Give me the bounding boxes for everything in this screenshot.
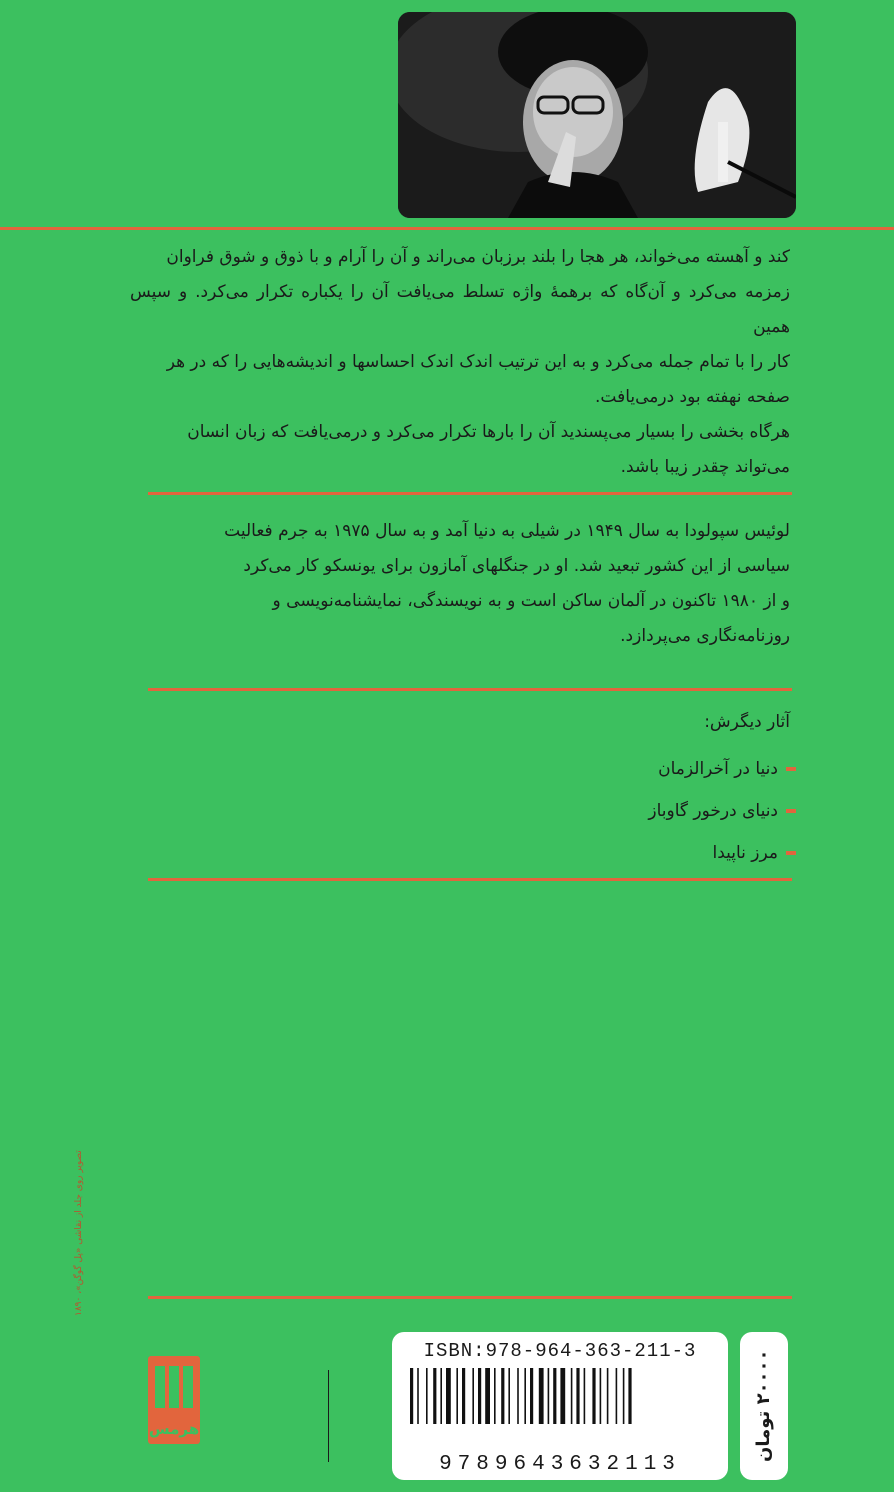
intro-line: هرگاه بخشی را بسیار می‌پسندید آن را بارها تکرار می‌کرد و درمی‌یافت که زبان انسان <box>187 422 790 442</box>
barcode-panel <box>392 1332 728 1480</box>
bullet-icon <box>786 809 796 813</box>
works-item-label: دنیای درخور گاوباز <box>648 801 778 821</box>
bio-line: روزنامه‌نگاری می‌پردازد. <box>620 626 790 646</box>
barcode-image <box>406 1368 712 1448</box>
publisher-logo <box>148 1356 200 1444</box>
bio-line: لوئیس سپولودا به سال ۱۹۴۹ در شیلی به دنیا آمد و به سال ۱۹۷۵ به جرم فعالیت <box>224 521 790 541</box>
intro-line: کار را با تمام جمله می‌کرد و به این ترتیب اندک اندک احساسها و اندیشه‌هایی را که در هر <box>166 352 790 372</box>
author-photo-image <box>398 12 796 218</box>
works-item <box>648 832 796 874</box>
intro-line: می‌تواند چقدر زیبا باشد. <box>620 457 790 477</box>
divider-bottom <box>148 1296 792 1299</box>
intro-line: کند و آهسته می‌خواند، هر هجا را بلند برزبان می‌راند و آن را آرام و با ذوق و شوق فراوان <box>166 247 790 267</box>
publisher-name: هرمس <box>148 1420 200 1438</box>
bullet-icon <box>786 851 796 855</box>
divider-bio <box>148 688 792 691</box>
bullet-icon <box>786 767 796 771</box>
separator-line <box>328 1370 329 1462</box>
cover-credit: تصویر روی جلد از نقاشی «پل گوگن»، ۱۸۹۰ <box>74 1150 84 1316</box>
intro-paragraph <box>130 240 790 485</box>
intro-line: صفحه نهفته بود درمی‌یافت. <box>594 387 790 407</box>
works-item-label: دنیا در آخرالزمان <box>658 759 778 779</box>
works-item-label: مرز ناپیدا <box>712 843 778 863</box>
works-item <box>648 748 796 790</box>
divider-intro <box>148 492 792 495</box>
works-list <box>648 748 796 874</box>
logo-bars-icon <box>155 1366 193 1408</box>
divider-top <box>0 227 894 230</box>
author-photo <box>398 12 796 218</box>
works-item <box>648 790 796 832</box>
barcode-digits: 9789643632113 <box>439 1453 681 1476</box>
isbn-label: ISBN:978-964-363-211-3 <box>423 1340 697 1362</box>
intro-line: زمزمه می‌کرد و آن‌گاه که برهمهٔ واژه تسلط می‌یافت آن را یکباره تکرار می‌کرد. و سپس همین <box>130 282 790 337</box>
bio-line: و از ۱۹۸۰ تاکنون در آلمان ساکن است و به نویسندگی، نمایشنامه‌نویسی و <box>272 591 790 611</box>
divider-works <box>148 878 792 881</box>
bio-line: سیاسی از این کشور تبعید شد. او در جنگلهای آمازون برای یونسکو کار می‌کرد <box>243 556 790 576</box>
price-label: ۲۰۰۰۰ تومان <box>753 1349 774 1463</box>
price-panel <box>740 1332 788 1480</box>
bio-paragraph <box>130 514 790 654</box>
works-title: آثار دیگرش: <box>704 712 790 732</box>
